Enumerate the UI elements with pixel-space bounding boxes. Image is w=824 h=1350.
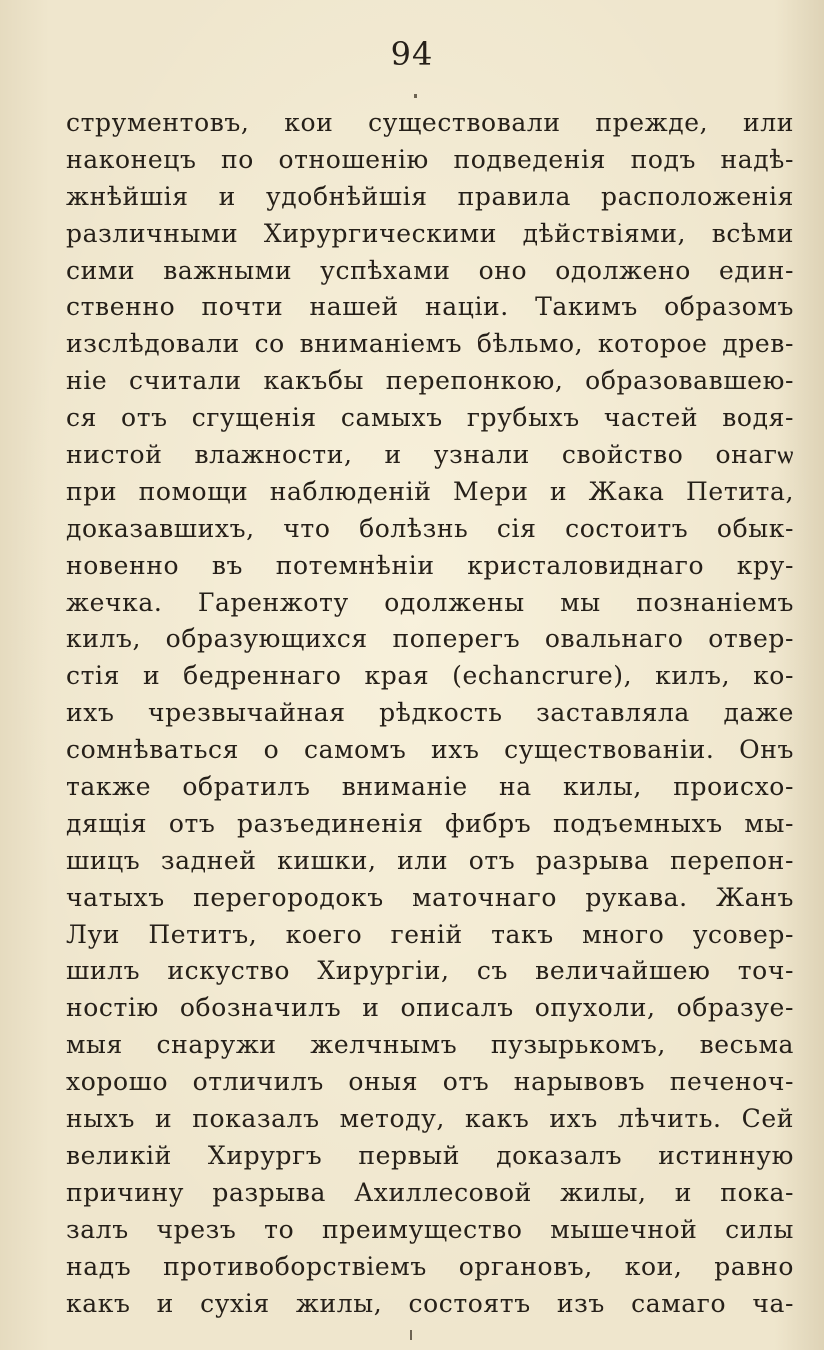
text-line: великій Хирургъ первый доказалъ истинную xyxy=(66,1140,794,1170)
print-speck xyxy=(414,94,417,98)
text-line: ихъ чрезвычайная рѣдкость заставляла даже xyxy=(66,698,794,728)
text-line: чатыхъ перегородокъ маточнаго рукава. Жанъ xyxy=(66,882,794,912)
text-line: нистой влажности, и узнали свойство онагѡ xyxy=(66,440,794,470)
text-line: жнѣйшія и удобнѣйшія правила расположенія xyxy=(66,181,794,211)
text-line: наконецъ по отношенію подведенія подъ надѣ- xyxy=(66,144,794,174)
text-line: изслѣдовали со вниманіемъ бѣльмо, которое древ- xyxy=(66,329,794,359)
text-line: ственно почти нашей націи. Такимъ образомъ xyxy=(66,292,794,322)
text-line: струментовъ, кои существовали прежде, или xyxy=(66,108,794,137)
page-number: 94 xyxy=(390,35,434,73)
text-line: надъ противоборствіемъ органовъ, кои, равно xyxy=(66,1251,794,1281)
text-line: ніе считали какъбы перепонкою, образовавшею- xyxy=(66,366,794,396)
text-line: доказавшихъ, что болѣзнь сія состоитъ обык- xyxy=(66,513,794,543)
text-line: также обратилъ вниманіе на килы, происхо- xyxy=(66,772,794,802)
text-line: сими важными успѣхами оно одолжено един- xyxy=(66,255,794,285)
text-line: хорошо отличилъ оныя отъ нарывовъ печеноч- xyxy=(66,1067,794,1097)
text-line: жечка. Гаренжоту одолжены мы познаніемъ xyxy=(66,587,794,617)
text-line: мыя снаружи желчнымъ пузырькомъ, весьма xyxy=(66,1030,794,1060)
text-line: сомнѣваться о самомъ ихъ существованіи. Онъ xyxy=(66,735,794,765)
text-line: ностію обозначилъ и описалъ опухоли, образуе- xyxy=(66,993,794,1023)
text-line: новенно въ потемнѣніи кристаловиднаго кру- xyxy=(66,550,794,580)
text-line: шилъ искуство Хирургіи, съ величайшею точ- xyxy=(66,956,794,986)
text-line: причину разрыва Ахиллесовой жилы, и пока- xyxy=(66,1177,794,1207)
text-line: при помощи наблюденій Мери и Жака Петита, xyxy=(66,476,794,506)
print-speck xyxy=(410,1330,412,1340)
text-line: стія и бедреннаго края (echancrure), килъ, ко- xyxy=(66,661,794,691)
text-line: различными Хирургическими дѣйствіями, всѣми xyxy=(66,218,794,248)
text-line: дящія отъ разъединенія фибръ подъемныхъ мы- xyxy=(66,808,794,838)
text-line: шицъ задней кишки, или отъ разрыва перепон- xyxy=(66,845,794,875)
text-line: ныхъ и показалъ методу, какъ ихъ лѣчить. Сей xyxy=(66,1104,794,1134)
text-line: залъ чрезъ то преимущество мышечной силы xyxy=(66,1214,794,1244)
text-line: ся отъ сгущенія самыхъ грубыхъ частей водя- xyxy=(66,403,794,433)
body-text xyxy=(66,105,794,1322)
text-line: Луи Петитъ, коего геній такъ много усовер- xyxy=(66,919,794,949)
text-line: килъ, образующихся поперегъ овальнаго отвер- xyxy=(66,624,794,654)
text-line: какъ и сухія жилы, состоятъ изъ самаго ча- xyxy=(66,1288,794,1318)
